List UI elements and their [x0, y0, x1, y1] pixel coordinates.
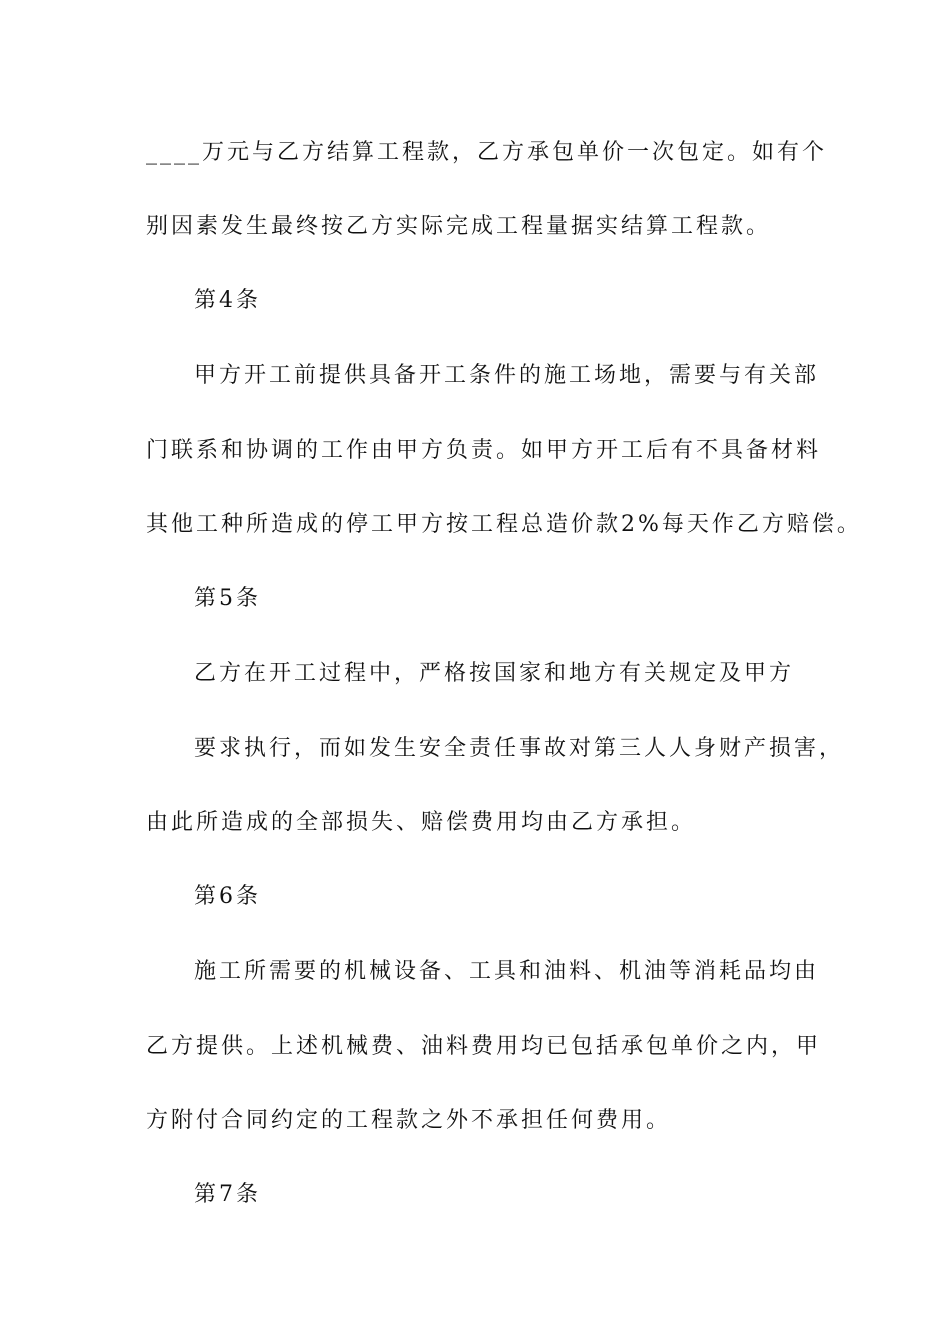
paragraph-line: 施工所需要的机械设备、工具和油料、机油等消耗品均由: [194, 959, 820, 984]
article-heading: 第5条: [194, 586, 261, 611]
paragraph-line: 由此所造成的全部损失、赔偿费用均由乙方承担。: [146, 810, 697, 835]
paragraph-line: ____万元与乙方结算工程款，乙方承包单价一次包定。如有个: [146, 140, 828, 165]
paragraph-line: 门联系和协调的工作由甲方负责。如甲方开工后有不具备材料: [146, 438, 822, 463]
paragraph-line: 要求执行，而如发生安全责任事故对第三人人身财产损害，: [194, 736, 845, 761]
paragraph-line: 乙方提供。上述机械费、油料费用均已包括承包单价之内，甲: [146, 1034, 822, 1059]
article-heading: 第4条: [194, 288, 261, 313]
paragraph-line: 乙方在开工过程中，严格按国家和地方有关规定及甲方: [194, 661, 795, 686]
article-heading: 第6条: [194, 884, 261, 909]
article-heading: 第7条: [194, 1182, 261, 1207]
paragraph-line: 甲方开工前提供具备开工条件的施工场地，需要与有关部: [194, 363, 820, 388]
paragraph-line: 方附付合同约定的工程款之外不承担任何费用。: [146, 1108, 672, 1133]
paragraph-line: 别因素发生最终按乙方实际完成工程量据实结算工程款。: [146, 214, 772, 239]
paragraph-line: 其他工种所造成的停工甲方按工程总造价款2%每天作乙方赔偿。: [146, 512, 862, 537]
